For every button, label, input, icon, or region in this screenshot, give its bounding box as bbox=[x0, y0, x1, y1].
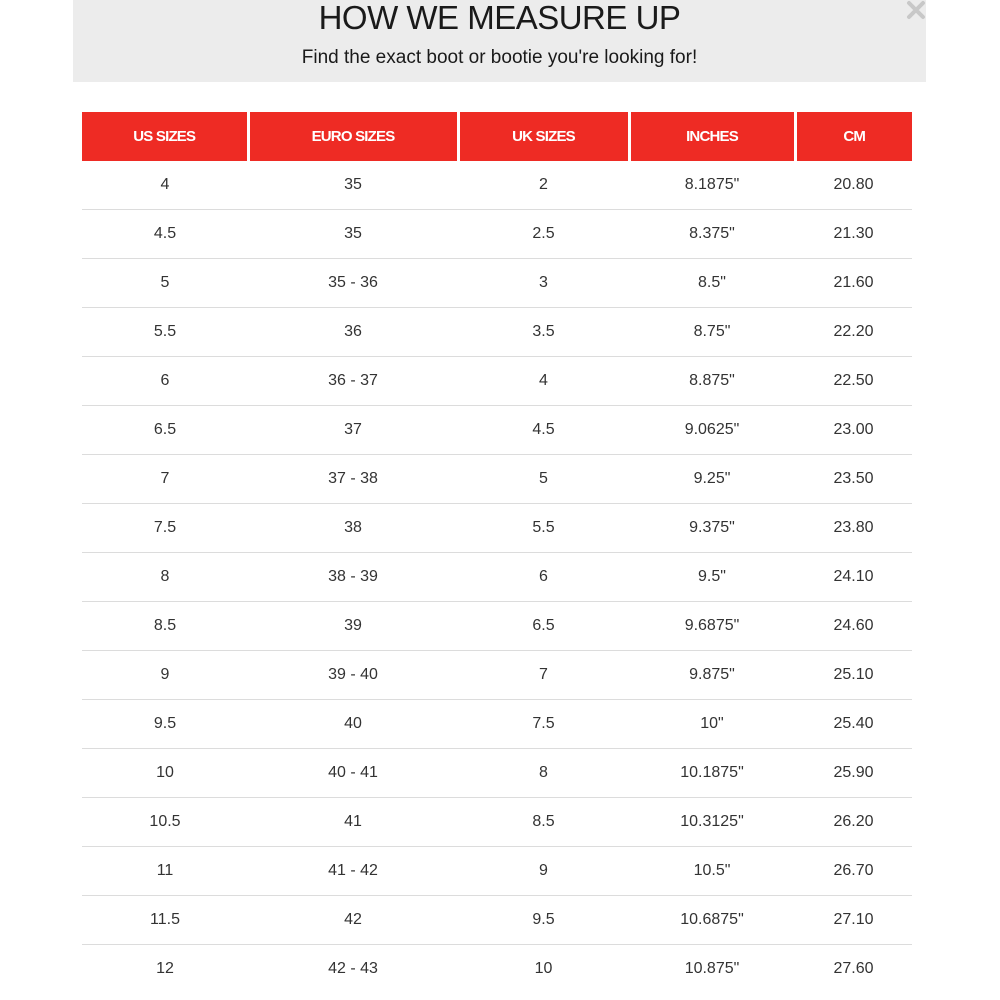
cm-cell: 21.60 bbox=[795, 259, 912, 308]
us-size-cell: 6.5 bbox=[82, 406, 248, 455]
table-row bbox=[82, 406, 912, 455]
uk-size-cell: 9.5 bbox=[458, 896, 629, 945]
us-size-cell: 9 bbox=[82, 651, 248, 700]
uk-size-cell: 2.5 bbox=[458, 210, 629, 259]
inches-cell: 9.25" bbox=[629, 455, 795, 504]
euro-size-cell: 38 - 39 bbox=[248, 553, 458, 602]
cm-cell: 25.90 bbox=[795, 749, 912, 798]
inches-cell: 8.1875" bbox=[629, 161, 795, 210]
inches-cell: 8.5" bbox=[629, 259, 795, 308]
uk-size-cell: 4.5 bbox=[458, 406, 629, 455]
page-title: HOW WE MEASURE UP bbox=[318, 0, 681, 36]
uk-size-cell: 2 bbox=[458, 161, 629, 210]
us-size-cell: 10 bbox=[82, 749, 248, 798]
inches-cell: 10" bbox=[629, 700, 795, 749]
inches-cell: 10.3125" bbox=[629, 798, 795, 847]
inches-cell: 9.5" bbox=[629, 553, 795, 602]
table-row bbox=[82, 161, 912, 210]
inches-cell: 10.875" bbox=[684, 960, 740, 977]
table-row bbox=[82, 308, 912, 357]
cm-cell: 26.20 bbox=[795, 798, 912, 847]
euro-size-cell: 39 bbox=[248, 602, 458, 651]
table-row bbox=[82, 259, 912, 308]
inches-cell: 9.375" bbox=[629, 504, 795, 553]
inches-cell: 10.6875" bbox=[629, 896, 795, 945]
table-row bbox=[82, 602, 912, 651]
cm-cell: 22.50 bbox=[795, 357, 912, 406]
cm-cell: 26.70 bbox=[795, 847, 912, 896]
table-row bbox=[82, 847, 912, 896]
cm-cell: 23.80 bbox=[795, 504, 912, 553]
cm-cell: 24.60 bbox=[795, 602, 912, 651]
euro-size-cell: 36 - 37 bbox=[248, 357, 458, 406]
cm-cell: 27.60 bbox=[833, 960, 874, 977]
us-size-cell: 10.5 bbox=[82, 798, 248, 847]
us-size-cell: 6 bbox=[82, 357, 248, 406]
us-size-cell: 8.5 bbox=[82, 602, 248, 651]
uk-size-cell: 5 bbox=[458, 455, 629, 504]
inches-cell: 8.875" bbox=[629, 357, 795, 406]
uk-size-cell: 8 bbox=[458, 749, 629, 798]
table-row bbox=[82, 210, 912, 259]
column-header-inches: INCHES bbox=[629, 112, 795, 161]
cm-cell: 22.20 bbox=[795, 308, 912, 357]
table-row bbox=[82, 553, 912, 602]
table-row bbox=[82, 455, 912, 504]
us-size-cell: 5 bbox=[82, 259, 248, 308]
uk-size-cell: 9 bbox=[458, 847, 629, 896]
uk-size-cell: 10 bbox=[534, 960, 553, 977]
uk-size-cell: 6.5 bbox=[458, 602, 629, 651]
inches-cell: 9.6875" bbox=[629, 602, 795, 651]
euro-size-cell: 37 bbox=[248, 406, 458, 455]
cm-cell: 27.10 bbox=[795, 896, 912, 945]
cm-cell: 25.40 bbox=[795, 700, 912, 749]
close-icon[interactable] bbox=[906, 0, 930, 22]
table-row bbox=[82, 651, 912, 700]
euro-size-cell: 40 bbox=[248, 700, 458, 749]
cm-cell: 21.30 bbox=[795, 210, 912, 259]
euro-size-cell: 39 - 40 bbox=[248, 651, 458, 700]
inches-cell: 10.5" bbox=[629, 847, 795, 896]
size-table-container bbox=[82, 112, 912, 993]
inches-cell: 10.1875" bbox=[629, 749, 795, 798]
column-header-us-sizes: US SIZES bbox=[82, 112, 248, 161]
euro-size-cell: 41 - 42 bbox=[248, 847, 458, 896]
us-size-cell: 12 bbox=[156, 960, 174, 977]
table-row bbox=[82, 945, 912, 994]
us-size-cell: 11 bbox=[82, 847, 248, 896]
table-row bbox=[82, 357, 912, 406]
table-row bbox=[82, 749, 912, 798]
euro-size-cell: 41 bbox=[248, 798, 458, 847]
table-body bbox=[82, 161, 912, 993]
page-subtitle: Find the exact boot or bootie you're looking for! bbox=[301, 47, 698, 68]
cm-cell: 23.50 bbox=[795, 455, 912, 504]
euro-size-cell: 35 bbox=[248, 161, 458, 210]
table-row bbox=[82, 700, 912, 749]
us-size-cell: 8 bbox=[82, 553, 248, 602]
cm-cell: 24.10 bbox=[795, 553, 912, 602]
us-size-cell: 11.5 bbox=[82, 896, 248, 945]
column-header-cm: CM bbox=[795, 112, 912, 161]
euro-size-cell: 38 bbox=[248, 504, 458, 553]
inches-cell: 8.75" bbox=[629, 308, 795, 357]
table-row bbox=[82, 896, 912, 945]
uk-size-cell: 5.5 bbox=[458, 504, 629, 553]
cm-cell: 25.10 bbox=[795, 651, 912, 700]
euro-size-cell: 35 bbox=[248, 210, 458, 259]
cm-cell: 23.00 bbox=[795, 406, 912, 455]
euro-size-cell: 35 - 36 bbox=[248, 259, 458, 308]
us-size-cell: 4.5 bbox=[82, 210, 248, 259]
euro-size-cell: 36 bbox=[248, 308, 458, 357]
uk-size-cell: 3.5 bbox=[458, 308, 629, 357]
inches-cell: 9.0625" bbox=[629, 406, 795, 455]
inches-cell: 9.875" bbox=[629, 651, 795, 700]
us-size-cell: 7.5 bbox=[82, 504, 248, 553]
cm-cell: 20.80 bbox=[795, 161, 912, 210]
uk-size-cell: 7 bbox=[458, 651, 629, 700]
inches-cell: 8.375" bbox=[629, 210, 795, 259]
uk-size-cell: 4 bbox=[458, 357, 629, 406]
size-table bbox=[82, 112, 912, 993]
euro-size-cell: 40 - 41 bbox=[248, 749, 458, 798]
euro-size-cell: 42 bbox=[248, 896, 458, 945]
us-size-cell: 9.5 bbox=[82, 700, 248, 749]
us-size-cell: 7 bbox=[82, 455, 248, 504]
table-row bbox=[82, 798, 912, 847]
table-row bbox=[82, 504, 912, 553]
column-header-euro-sizes: EURO SIZES bbox=[248, 112, 458, 161]
euro-size-cell: 37 - 38 bbox=[248, 455, 458, 504]
euro-size-cell: 42 - 43 bbox=[328, 960, 378, 977]
uk-size-cell: 8.5 bbox=[458, 798, 629, 847]
uk-size-cell: 3 bbox=[458, 259, 629, 308]
us-size-cell: 5.5 bbox=[82, 308, 248, 357]
column-header-uk-sizes: UK SIZES bbox=[458, 112, 629, 161]
modal-header bbox=[73, 0, 926, 82]
us-size-cell: 4 bbox=[82, 161, 248, 210]
uk-size-cell: 6 bbox=[458, 553, 629, 602]
table-header-row bbox=[82, 112, 912, 161]
uk-size-cell: 7.5 bbox=[458, 700, 629, 749]
